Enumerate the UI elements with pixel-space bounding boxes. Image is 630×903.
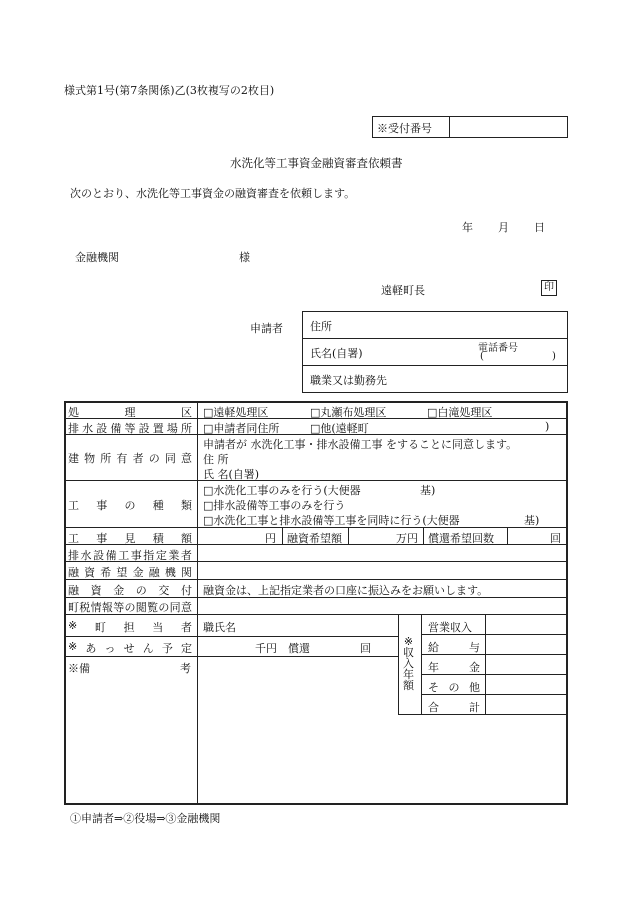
label-bank: 融 資 希 望 金 融 機 関 [68,566,192,579]
income-pension: 年 金 [428,661,480,674]
checkbox-other-address[interactable]: □他(遠軽町 [310,422,369,435]
town-staff-value: 職氏名 [203,621,236,634]
routing-note: ①申請者⇒②役場⇒③金融機関 [70,812,221,825]
applicant-phone-label: 電話番号 [478,343,518,354]
checkbox-engaru[interactable]: □遠軽処理区 [203,406,269,419]
label-processing: 処 理 区 [68,406,192,419]
income-salary: 給 与 [428,641,480,654]
addressee-suffix: 様 [239,251,250,264]
date-month-label: 月 [498,221,509,234]
checkbox-shirataki[interactable]: □白滝処理区 [427,406,493,419]
mediation-repay-label: 償還 [288,642,310,655]
label-drainage-location: 排 水 設 備 等 設 置 場 所 [68,422,192,435]
document-title: 水洗化等工事資金融資審査依頼書 [230,156,403,170]
form-number: 様式第1号(第7条関係)乙(3枚複写の2枚目) [64,84,275,97]
label-estimate: 工 事 見 積 額 [68,532,192,545]
mediation-unit-times: 回 [360,642,371,655]
mediation-unit-thousand-yen: 千円 [255,642,277,655]
label-remarks-left: ※備 [68,662,90,675]
applicant-name-label: 氏名(自署) [310,347,363,360]
applicant-label: 申請者 [250,322,283,335]
label-contractor: 排 水 設 備 工 事 指 定 業 者 [68,549,192,562]
applicant-address-label: 住所 [310,320,332,333]
loan-amount-label: 融資希望額 [287,532,342,545]
label-remarks-right: 考 [180,662,191,675]
label-owner-consent: 建 物 所 有 者 の 同 意 [68,452,192,465]
label-tax-consent: 町 税 情 報 等 の 閲 覧 の 同 意 [68,601,192,614]
checkbox-drainage-only[interactable]: □排水設備等工事のみを行う [203,499,346,512]
label-town-staff: ※ 町 担 当 者 [68,619,192,634]
other-address-close: ) [545,420,550,433]
both-works-unit: 基) [524,514,540,527]
phone-open-paren: ( [480,351,484,362]
owner-consent-statement: 申請者が 水洗化工事・排水設備工事 をすることに同意します。 [203,438,518,451]
date-year-label: 年 [462,221,473,234]
owner-name-label: 氏 名(自署) [203,468,260,481]
applicant-occupation-label: 職業又は勤務先 [310,374,387,387]
checkbox-same-address[interactable]: □申請者同住所 [203,422,280,435]
label-mediation: ※ あ っ せ ん 予 定 [68,640,192,655]
receipt-number-label: ※受付番号 [377,122,432,135]
owner-address-label: 住 所 [203,453,229,466]
checkbox-flush-only[interactable]: □水洗化工事のみを行う(大便器 [203,484,361,497]
income-side-label: ※ 収 入 年 額 [403,635,414,692]
repayment-count-unit: 回 [550,532,561,545]
phone-close-paren: ) [552,351,556,362]
flush-only-unit: 基) [420,484,436,497]
checkbox-both-works[interactable]: □水洗化工事と排水設備等工事を同時に行う(大便器 [203,514,460,527]
addressee-org: 金融機関 [75,251,119,264]
estimate-unit-yen: 円 [265,532,276,545]
issuer-name: 遠軽町長 [381,284,425,297]
date-day-label: 日 [534,221,545,234]
intro-text: 次のとおり、水洗化等工事資金の融資審査を依頼します。 [70,187,356,200]
income-other: そ の 他 [428,681,480,694]
label-delivery: 融 資 金 の 交 付 [68,584,192,597]
income-total: 合 計 [428,701,480,714]
income-business: 営業収入 [428,621,472,634]
checkbox-maruseppu[interactable]: □丸瀬布処理区 [310,406,387,419]
label-work-type: 工 事 の 種 類 [68,499,192,512]
loan-amount-unit: 万円 [396,532,418,545]
delivery-text: 融資金は、上記指定業者の口座に振込みをお願いします。 [203,584,489,597]
repayment-count-label: 償還希望回数 [428,532,494,545]
seal-mark: 印 [541,280,557,296]
